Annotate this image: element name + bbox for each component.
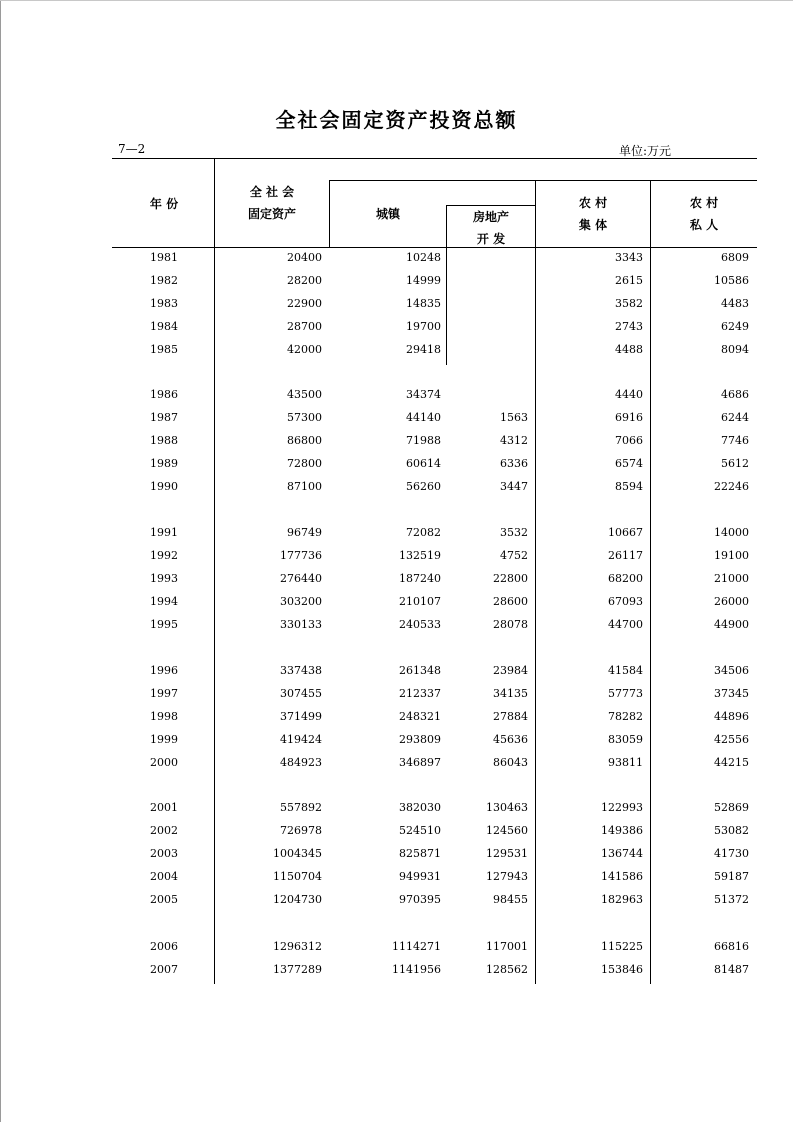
cell-year: 1988 xyxy=(150,434,178,447)
table-row xyxy=(0,798,793,818)
cell-total: 337438 xyxy=(280,664,322,677)
cell-real-estate: 4752 xyxy=(500,549,528,562)
cell-urban: 14835 xyxy=(406,297,441,310)
header-urban: 城镇 xyxy=(375,207,400,221)
cell-rural-private: 34506 xyxy=(714,664,749,677)
cell-real-estate: 129531 xyxy=(486,847,528,860)
table-row xyxy=(0,753,793,773)
cell-year: 2007 xyxy=(150,963,178,976)
cell-year: 1986 xyxy=(150,388,178,401)
cell-total: 28700 xyxy=(287,320,322,333)
table-row xyxy=(0,821,793,841)
cell-rural-collective: 136744 xyxy=(601,847,643,860)
cell-rural-private: 37345 xyxy=(714,687,749,700)
cell-year: 1987 xyxy=(150,411,178,424)
cell-rural-collective: 26117 xyxy=(608,549,643,562)
cell-total: 276440 xyxy=(280,572,322,585)
table-row xyxy=(0,546,793,566)
cell-rural-private: 21000 xyxy=(714,572,749,585)
cell-total: 419424 xyxy=(280,733,322,746)
cell-real-estate: 117001 xyxy=(486,940,528,953)
cell-urban: 72082 xyxy=(406,526,441,539)
cell-rural-private: 10586 xyxy=(714,274,749,287)
cell-rural-private: 52869 xyxy=(714,801,749,814)
cell-rural-collective: 44700 xyxy=(608,618,643,631)
table-row xyxy=(0,867,793,887)
table-row xyxy=(0,248,793,268)
cell-total: 307455 xyxy=(280,687,322,700)
cell-rural-collective: 141586 xyxy=(601,870,643,883)
cell-total: 1296312 xyxy=(273,940,322,953)
cell-rural-collective: 8594 xyxy=(615,480,643,493)
cell-urban: 346897 xyxy=(399,756,441,769)
cell-total: 1204730 xyxy=(273,893,322,906)
table-row xyxy=(0,960,793,980)
header-real-estate: 房地产 开 发 xyxy=(472,210,509,246)
cell-year: 1998 xyxy=(150,710,178,723)
cell-total: 57300 xyxy=(287,411,322,424)
table-row xyxy=(0,477,793,497)
table-number: 7—2 xyxy=(118,142,146,156)
table-row xyxy=(0,890,793,910)
cell-urban: 71988 xyxy=(406,434,441,447)
cell-year: 1995 xyxy=(150,618,178,631)
cell-rural-private: 59187 xyxy=(714,870,749,883)
cell-urban: 14999 xyxy=(406,274,441,287)
cell-rural-collective: 68200 xyxy=(608,572,643,585)
cell-urban: 10248 xyxy=(406,251,441,264)
cell-total: 330133 xyxy=(280,618,322,631)
cell-urban: 19700 xyxy=(406,320,441,333)
cell-total: 371499 xyxy=(280,710,322,723)
cell-rural-private: 7746 xyxy=(721,434,749,447)
table-row xyxy=(0,523,793,543)
cell-year: 1984 xyxy=(150,320,178,333)
cell-year: 2000 xyxy=(150,756,178,769)
table-top-rule xyxy=(112,158,757,159)
table-row xyxy=(0,661,793,681)
cell-real-estate: 130463 xyxy=(486,801,528,814)
table-row xyxy=(0,408,793,428)
cell-rural-private: 8094 xyxy=(721,343,749,356)
cell-year: 1994 xyxy=(150,595,178,608)
cell-year: 1996 xyxy=(150,664,178,677)
cell-total: 96749 xyxy=(287,526,322,539)
cell-real-estate: 28600 xyxy=(493,595,528,608)
cell-rural-private: 44215 xyxy=(714,756,749,769)
cell-year: 1993 xyxy=(150,572,178,585)
cell-real-estate: 22800 xyxy=(493,572,528,585)
cell-real-estate: 128562 xyxy=(486,963,528,976)
cell-rural-private: 6809 xyxy=(721,251,749,264)
cell-rural-collective: 3582 xyxy=(615,297,643,310)
cell-real-estate: 98455 xyxy=(493,893,528,906)
header-total: 全 社 会 固定资产 xyxy=(247,185,296,221)
cell-real-estate: 27884 xyxy=(493,710,528,723)
cell-real-estate: 6336 xyxy=(500,457,528,470)
cell-urban: 825871 xyxy=(399,847,441,860)
cell-rural-private: 22246 xyxy=(714,480,749,493)
cell-urban: 1141956 xyxy=(392,963,441,976)
table-row xyxy=(0,454,793,474)
cell-rural-collective: 4440 xyxy=(615,388,643,401)
cell-urban: 949931 xyxy=(399,870,441,883)
cell-real-estate: 124560 xyxy=(486,824,528,837)
cell-rural-collective: 3343 xyxy=(615,251,643,264)
cell-real-estate: 28078 xyxy=(493,618,528,631)
cell-rural-collective: 4488 xyxy=(615,343,643,356)
cell-rural-collective: 149386 xyxy=(601,824,643,837)
cell-real-estate: 23984 xyxy=(493,664,528,677)
cell-real-estate: 86043 xyxy=(493,756,528,769)
cell-year: 1999 xyxy=(150,733,178,746)
cell-year: 1991 xyxy=(150,526,178,539)
header-rural-private: 农 村 私 人 xyxy=(689,196,719,232)
cell-real-estate: 1563 xyxy=(500,411,528,424)
cell-total: 1150704 xyxy=(273,870,322,883)
cell-year: 1992 xyxy=(150,549,178,562)
cell-rural-collective: 6916 xyxy=(615,411,643,424)
cell-rural-private: 19100 xyxy=(714,549,749,562)
cell-urban: 132519 xyxy=(399,549,441,562)
cell-total: 22900 xyxy=(287,297,322,310)
cell-year: 1982 xyxy=(150,274,178,287)
cell-rural-private: 4483 xyxy=(721,297,749,310)
cell-urban: 212337 xyxy=(399,687,441,700)
cell-total: 177736 xyxy=(280,549,322,562)
cell-year: 2003 xyxy=(150,847,178,860)
cell-rural-collective: 10667 xyxy=(608,526,643,539)
cell-year: 2005 xyxy=(150,893,178,906)
cell-total: 72800 xyxy=(287,457,322,470)
table-row xyxy=(0,431,793,451)
cell-real-estate: 34135 xyxy=(493,687,528,700)
cell-rural-private: 53082 xyxy=(714,824,749,837)
cell-year: 1989 xyxy=(150,457,178,470)
cell-rural-private: 4686 xyxy=(721,388,749,401)
cell-rural-private: 6249 xyxy=(721,320,749,333)
table-row xyxy=(0,340,793,360)
cell-rural-private: 6244 xyxy=(721,411,749,424)
cell-rural-collective: 153846 xyxy=(601,963,643,976)
table-row xyxy=(0,844,793,864)
cell-urban: 29418 xyxy=(406,343,441,356)
cell-urban: 1114271 xyxy=(392,940,441,953)
unit-label: 单位:万元 xyxy=(619,144,672,158)
cell-real-estate: 3447 xyxy=(500,480,528,493)
cell-year: 2002 xyxy=(150,824,178,837)
table-row xyxy=(0,707,793,727)
cell-rural-private: 5612 xyxy=(721,457,749,470)
cell-rural-collective: 2743 xyxy=(615,320,643,333)
page-title: 全社会固定资产投资总额 xyxy=(275,108,518,132)
cell-total: 43500 xyxy=(287,388,322,401)
cell-rural-collective: 67093 xyxy=(608,595,643,608)
cell-rural-private: 26000 xyxy=(714,595,749,608)
cell-rural-collective: 41584 xyxy=(608,664,643,677)
cell-total: 20400 xyxy=(287,251,322,264)
header-rural-collective: 农 村 集 体 xyxy=(578,196,608,232)
cell-real-estate: 127943 xyxy=(486,870,528,883)
table-row xyxy=(0,730,793,750)
urban-group-rule xyxy=(329,180,757,181)
cell-urban: 210107 xyxy=(399,595,441,608)
table-row xyxy=(0,937,793,957)
cell-total: 86800 xyxy=(287,434,322,447)
cell-year: 1997 xyxy=(150,687,178,700)
cell-year: 1985 xyxy=(150,343,178,356)
cell-rural-private: 41730 xyxy=(714,847,749,860)
cell-rural-collective: 182963 xyxy=(601,893,643,906)
cell-real-estate: 3532 xyxy=(500,526,528,539)
cell-total: 87100 xyxy=(287,480,322,493)
cell-rural-private: 44900 xyxy=(714,618,749,631)
cell-urban: 44140 xyxy=(406,411,441,424)
cell-year: 1983 xyxy=(150,297,178,310)
cell-real-estate: 4312 xyxy=(500,434,528,447)
cell-rural-private: 51372 xyxy=(714,893,749,906)
cell-total: 557892 xyxy=(280,801,322,814)
table-row xyxy=(0,294,793,314)
cell-urban: 261348 xyxy=(399,664,441,677)
table-row xyxy=(0,615,793,635)
cell-year: 1990 xyxy=(150,480,178,493)
cell-total: 726978 xyxy=(280,824,322,837)
cell-rural-private: 66816 xyxy=(714,940,749,953)
cell-rural-collective: 2615 xyxy=(615,274,643,287)
cell-total: 42000 xyxy=(287,343,322,356)
table-row xyxy=(0,385,793,405)
cell-urban: 56260 xyxy=(406,480,441,493)
cell-urban: 970395 xyxy=(399,893,441,906)
table-row xyxy=(0,684,793,704)
cell-rural-private: 81487 xyxy=(714,963,749,976)
cell-real-estate: 45636 xyxy=(493,733,528,746)
cell-rural-collective: 115225 xyxy=(601,940,643,953)
page-edge-top xyxy=(0,0,793,1)
cell-urban: 187240 xyxy=(399,572,441,585)
cell-rural-private: 44896 xyxy=(714,710,749,723)
cell-total: 1004345 xyxy=(273,847,322,860)
cell-rural-collective: 7066 xyxy=(615,434,643,447)
cell-urban: 248321 xyxy=(399,710,441,723)
cell-total: 303200 xyxy=(280,595,322,608)
cell-year: 1981 xyxy=(150,251,178,264)
cell-urban: 524510 xyxy=(399,824,441,837)
cell-year: 2004 xyxy=(150,870,178,883)
cell-rural-collective: 93811 xyxy=(608,756,643,769)
cell-year: 2006 xyxy=(150,940,178,953)
cell-urban: 382030 xyxy=(399,801,441,814)
cell-rural-collective: 78282 xyxy=(608,710,643,723)
table-row xyxy=(0,569,793,589)
cell-total: 1377289 xyxy=(273,963,322,976)
table-row xyxy=(0,317,793,337)
cell-urban: 34374 xyxy=(406,388,441,401)
cell-urban: 60614 xyxy=(406,457,441,470)
cell-year: 2001 xyxy=(150,801,178,814)
cell-rural-collective: 122993 xyxy=(601,801,643,814)
table-row xyxy=(0,271,793,291)
cell-rural-private: 42556 xyxy=(714,733,749,746)
cell-rural-collective: 6574 xyxy=(615,457,643,470)
cell-rural-collective: 83059 xyxy=(608,733,643,746)
table-row xyxy=(0,592,793,612)
cell-urban: 240533 xyxy=(399,618,441,631)
cell-rural-private: 14000 xyxy=(714,526,749,539)
cell-rural-collective: 57773 xyxy=(608,687,643,700)
cell-total: 28200 xyxy=(287,274,322,287)
cell-urban: 293809 xyxy=(399,733,441,746)
header-year: 年 份 xyxy=(149,197,179,211)
cell-total: 484923 xyxy=(280,756,322,769)
